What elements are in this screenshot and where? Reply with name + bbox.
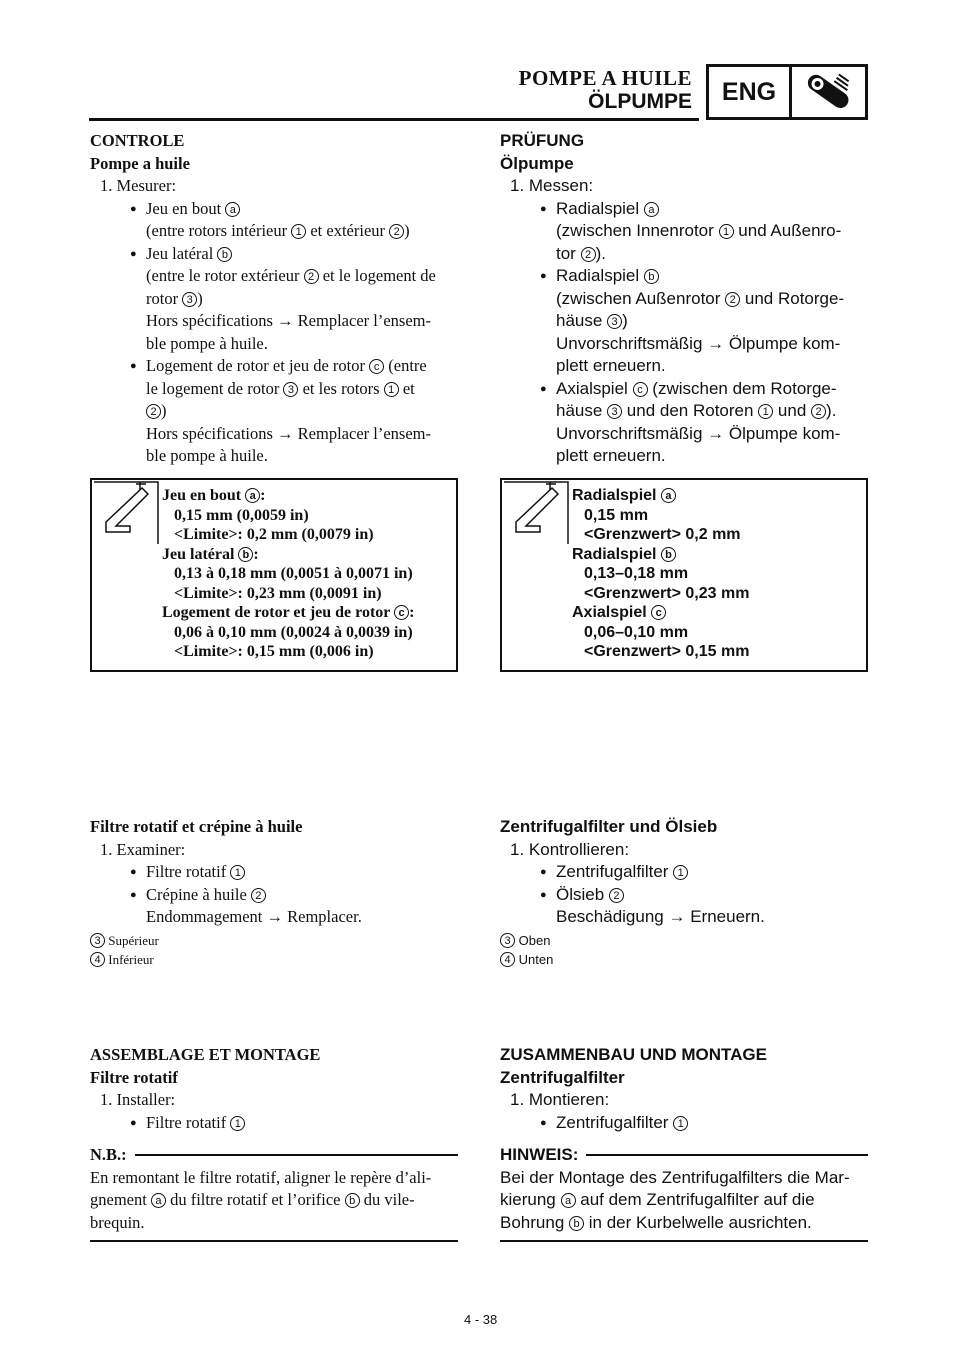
fr-bullet-logement: ● Logement de rotor et jeu de rotor c (entre bbox=[130, 356, 427, 375]
de-unv-1b: plett erneuern. bbox=[556, 356, 666, 375]
de-spec-axial-value: 0,06–0,10 mm bbox=[584, 623, 689, 641]
fr-jeu-lateral-detail-2: rotor 3 ) bbox=[146, 288, 203, 308]
fr-step-measure: 1. Mesurer: bbox=[100, 176, 177, 195]
de-hinweis-text: Bei der Montage des Zentrifugalfilters die Mar- kierung a auf dem Zentrifugalfilter auf die Bohrung b in der Kurbelwelle ausrichten. bbox=[500, 1167, 850, 1232]
header-title-de: ÖLPUMPE bbox=[588, 90, 692, 113]
fr-controle-section bbox=[90, 130, 458, 468]
fr-filtre2-heading: Filtre rotatif bbox=[90, 1067, 178, 1087]
de-radial-b-detail-2: häuse 3 ) bbox=[556, 311, 628, 330]
fr-filtre-heading: Filtre rotatif et crépine à huile bbox=[90, 817, 303, 836]
fr-pompe-heading: Pompe a huile bbox=[90, 153, 190, 173]
de-step-mont: 1. Montieren: bbox=[510, 1090, 610, 1109]
fr-hors-spec-2b: ble pompe à huile. bbox=[146, 446, 268, 465]
de-pruefung-heading: PRÜFUNG bbox=[500, 131, 585, 150]
de-damage: Beschädigung → Erneuern. bbox=[556, 907, 765, 926]
fr-spec-logement-limit: <Limite>: 0,15 mm (0,006 in) bbox=[174, 643, 374, 660]
de-legend-oben: 3 Oben bbox=[500, 931, 868, 950]
fr-spec-jeu-bout-limit: <Limite>: 0,2 mm (0,0079 in) bbox=[174, 526, 374, 543]
fr-hors-spec-2: Hors spécifications → Remplacer l’ensem- bbox=[146, 423, 431, 443]
eng-label: ENG bbox=[709, 67, 792, 117]
fr-spec-jeu-lateral-limit: <Limite>: 0,23 mm (0,0091 in) bbox=[174, 584, 382, 602]
de-spec-radial-a: Radialspiel a bbox=[572, 486, 860, 506]
de-unv-2b: plett erneuern. bbox=[556, 446, 666, 465]
fr-hors-spec-1b: ble pompe à huile. bbox=[146, 333, 268, 353]
de-bullet-axial: ● Axialspiel c (zwischen dem Rotorge- bbox=[540, 378, 837, 398]
de-unv-1: Unvorschriftsmäßig → Ölpumpe kom- bbox=[556, 333, 841, 353]
fr-bullet-filtre-install: ● Filtre rotatif 1 bbox=[90, 1112, 458, 1135]
de-bullet-filter: ● Zentrifugalfilter 1 bbox=[500, 861, 868, 884]
de-filter2-heading: Zentrifugalfilter bbox=[500, 1067, 625, 1087]
fr-nb-text: En remontant le filtre rotatif, aligner le repère d’ali- gnement a du filtre rotatif et l’orifice b du vile- brequin. bbox=[90, 1167, 432, 1232]
de-bullet-radial-b: ● Radialspiel b bbox=[500, 265, 868, 288]
de-filter-section bbox=[500, 816, 868, 969]
fr-controle-heading: CONTROLE bbox=[90, 131, 185, 150]
de-zus-heading: ZUSAMMENBAU UND MONTAGE bbox=[500, 1045, 767, 1064]
engine-icon bbox=[792, 67, 865, 117]
fr-bullet-filtre: ● Filtre rotatif 1 bbox=[90, 861, 458, 884]
de-hinweis-header: HINWEIS: bbox=[500, 1144, 868, 1167]
de-spec-radial-b-value: 0,13–0,18 mm bbox=[584, 565, 689, 582]
fr-jeu-bout-detail: (entre rotors intérieur 1 et extérieur 2 ) bbox=[146, 221, 410, 240]
fr-spec-jeu-lateral: Jeu latéral b : bbox=[162, 545, 259, 563]
de-bullet-radial-a: ● Radialspiel a bbox=[500, 198, 868, 221]
fr-spec-logement: Logement de rotor et jeu de rotor c : bbox=[162, 604, 415, 621]
fr-spec-logement-value: 0,06 à 0,10 mm (0,0024 à 0,0039 in) bbox=[174, 623, 413, 641]
fr-spec-jeu-bout-value: 0,15 mm (0,0059 in) bbox=[174, 506, 309, 524]
header-rule bbox=[89, 118, 699, 121]
fr-jeu-lateral-detail: (entre le rotor extérieur 2 et le logement de bbox=[146, 266, 436, 285]
caliper-icon bbox=[92, 480, 160, 546]
fr-nb-header: N.B.: bbox=[90, 1144, 458, 1167]
eng-section-badge bbox=[706, 64, 868, 120]
fr-logement-detail: le logement de rotor 3 et les rotors 1 et bbox=[146, 378, 415, 398]
de-pruefung-section bbox=[500, 130, 868, 468]
fr-assemblage-heading: ASSEMBLAGE ET MONTAGE bbox=[90, 1045, 321, 1064]
de-filter-heading: Zentrifugalfilter und Ölsieb bbox=[500, 817, 718, 836]
fr-step-install: 1. Installer: bbox=[100, 1090, 176, 1109]
de-radial-a-detail: (zwischen Innenrotor 1 und Außenro- bbox=[556, 221, 842, 240]
fr-bullet-crepine: ● Crépine à huile 2 bbox=[90, 884, 458, 907]
de-radial-b-detail: (zwischen Außenrotor 2 und Rotorge- bbox=[556, 288, 845, 308]
de-spec-box bbox=[500, 478, 868, 672]
fr-spec-jeu-bout: Jeu en bout a : bbox=[162, 487, 266, 504]
de-spec-radial-b-limit: <Grenzwert> 0,23 mm bbox=[584, 584, 750, 602]
fr-step-examine: 1. Examiner: bbox=[100, 839, 186, 859]
de-spec-radial-a-limit: <Grenzwert> 0,2 mm bbox=[584, 526, 741, 543]
de-legend-unten: 4 Unten bbox=[500, 950, 868, 969]
fr-nb-end-rule bbox=[90, 1240, 458, 1242]
de-zusammenbau-section bbox=[500, 1044, 868, 1242]
fr-bullet-jeu-bout: ● Jeu en bout a bbox=[90, 198, 458, 221]
de-spec-radial-b: Radialspiel b bbox=[572, 545, 860, 565]
de-pumpe-heading: Ölpumpe bbox=[500, 153, 574, 173]
fr-hors-spec-1: Hors spécifications → Remplacer l’ensem- bbox=[146, 311, 431, 330]
fr-assemblage-section bbox=[90, 1044, 458, 1242]
fr-legend-inf: 4 Inférieur bbox=[90, 950, 458, 969]
de-hinweis-end-rule bbox=[500, 1240, 868, 1242]
de-spec-axial: Axialspiel c bbox=[572, 603, 860, 623]
de-bullet-filter-mont: ● Zentrifugalfilter 1 bbox=[500, 1112, 868, 1135]
caliper-icon bbox=[502, 480, 570, 546]
de-spec-radial-a-value: 0,15 mm bbox=[584, 506, 649, 524]
de-spec-axial-limit: <Grenzwert> 0,15 mm bbox=[584, 643, 750, 660]
fr-spec-jeu-lateral-value: 0,13 à 0,18 mm (0,0051 à 0,0071 in) bbox=[174, 565, 413, 582]
page-number: 4 - 38 bbox=[464, 1312, 498, 1327]
header-title-fr: POMPE A HUILE bbox=[518, 66, 692, 90]
fr-filtre-section bbox=[90, 816, 458, 969]
fr-bullet-jeu-lateral: ● Jeu latéral b bbox=[90, 243, 458, 266]
de-axial-detail: häuse 3 und den Rotoren 1 und 2 ). bbox=[556, 401, 837, 420]
fr-damage: Endommagement → Remplacer. bbox=[146, 907, 362, 926]
fr-logement-detail-2: 2 ) bbox=[90, 400, 458, 423]
de-step-kontr: 1. Kontrollieren: bbox=[510, 839, 630, 859]
de-step-measure: 1. Messen: bbox=[510, 176, 594, 195]
de-unv-2: Unvorschriftsmäßig → Ölpumpe kom- bbox=[556, 423, 841, 443]
de-radial-a-detail-2: tor 2 ). bbox=[556, 243, 606, 263]
fr-legend-sup: 3 Supérieur bbox=[90, 931, 458, 950]
de-bullet-sieb: ● Ölsieb 2 bbox=[500, 884, 868, 907]
fr-spec-box bbox=[90, 478, 458, 672]
